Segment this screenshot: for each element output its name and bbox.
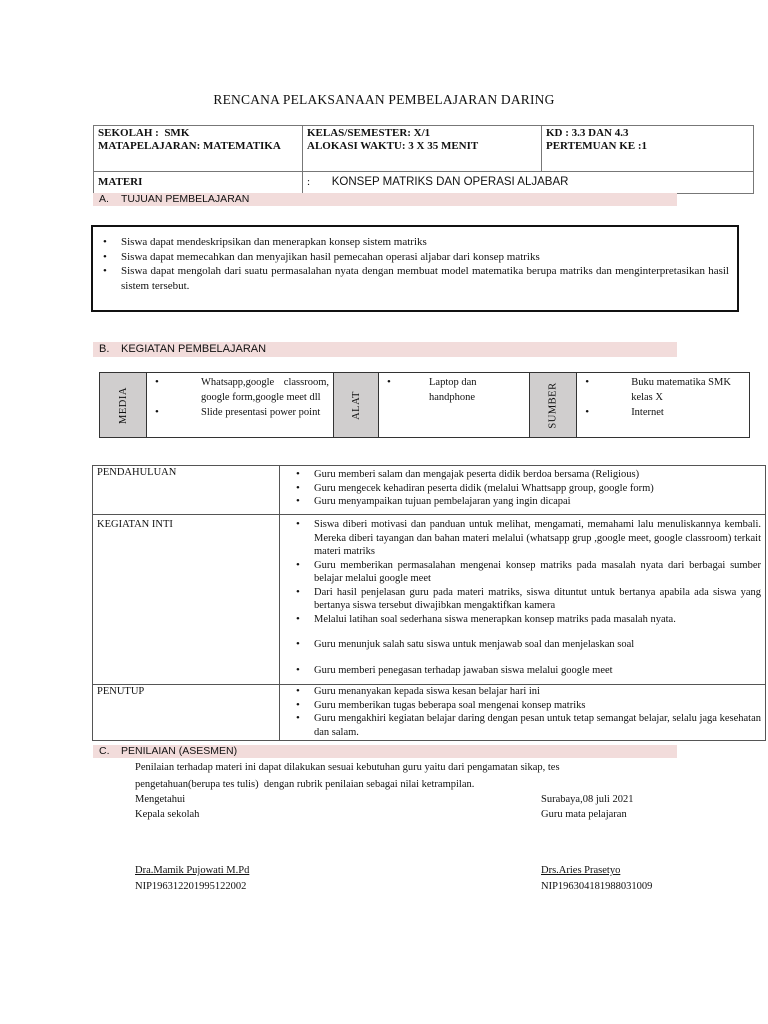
penutup-item: • Guru memberikan tugas beberapa soal mengenai konsep matriks [284, 699, 761, 713]
inti-item: • Siswa diberi motivasi dan panduan untuk melihat, mengamati, memahami lalu menuliskannya kembali. Mereka diberi tayangan dan bahan materi melalui (whatsapp grup ,google meet, google classroom) terkait materi matriks [284, 518, 761, 559]
penutup-item: • Guru mengakhiri kegiatan belajar daring dengan pesan untuk tetap semangat belajar, selalu jaga kesehatan dan salam. [284, 712, 761, 739]
school-label: SEKOLAH : SMK [98, 127, 190, 139]
subject-label: MATAPELAJARAN: MATEMATIKA [98, 140, 281, 152]
pendahuluan-item: • Guru menyampaikan tujuan pembelajaran yang ingin dicapai [284, 495, 761, 509]
media-item: • Slide presentasi power point [151, 405, 329, 420]
media-item: • Whatsapp,google classroom, google form,google meet dll [151, 375, 329, 405]
media-table [99, 372, 750, 438]
kegiatan-inti-label: KEGIATAN INTI [93, 515, 280, 685]
inti-item: • Guru menunjuk salah satu siswa untuk menjawab soal dan menjelaskan soal [284, 638, 761, 652]
header-cell-class [303, 126, 542, 172]
media-items-cell [147, 373, 334, 438]
section-b-heading [93, 342, 677, 357]
learning-objectives-box [91, 225, 739, 312]
header-cell-school [94, 126, 303, 172]
pendahuluan-item: • Guru mengecek kehadiran peserta didik (melalui Whattsapp group, google form) [284, 482, 761, 496]
document-title: RENCANA PELAKSANAAN PEMBELAJARAN DARING [213, 92, 555, 107]
header-table [93, 125, 754, 194]
place-date: Surabaya,08 juli 2021 [541, 794, 634, 805]
sumber-items-cell [577, 373, 750, 438]
inti-item: • Melalui latihan soal sederhana siswa menerapkan konsep matriks pada masalah nyata. [284, 613, 761, 627]
header-cell-kd [542, 126, 754, 172]
section-b-number: B. [99, 343, 110, 355]
pendahuluan-item: • Guru memberi salam dan mengajak peserta didik berdoa bersama (Religious) [284, 468, 761, 482]
objectives-list [99, 235, 729, 293]
section-b-title: KEGIATAN PEMBELAJARAN [121, 343, 267, 355]
objective-item: • Siswa dapat mendeskripsikan dan menerapkan konsep sistem matriks [99, 235, 729, 250]
meeting-label: PERTEMUAN KE :1 [546, 140, 648, 152]
materi-separator: : [307, 176, 311, 188]
activities-table [92, 465, 766, 741]
assessment-line-1: Penilaian terhadap materi ini dapat dilakukan sesuai kebutuhan guru yaitu dari pengamatan sikap, tes [135, 762, 560, 773]
teacher-name: Drs.Aries Prasetyo [541, 865, 621, 876]
inti-item: • Dari hasil penjelasan guru pada materi matriks, siswa dituntut untuk bertanya apabila ada siswa yang bertanya siswa tersebut diwajibkan mengaktifkan kamera [284, 586, 761, 613]
section-a-number: A. [99, 193, 109, 205]
assessment-line-2: pengetahuan(berupa tes tulis) dengan rubrik penilaian sebagai nilai ketrampilan. [135, 779, 475, 790]
section-a-heading [93, 193, 677, 206]
kd-label: KD : 3.3 DAN 4.3 [546, 127, 629, 139]
materi-label: MATERI [94, 172, 303, 194]
alat-items-cell [379, 373, 530, 438]
alat-label: ALAT [350, 390, 362, 420]
media-label-cell [100, 373, 147, 438]
alat-label-cell [334, 373, 379, 438]
pendahuluan-label: PENDAHULUAN [93, 466, 280, 515]
penutup-label: PENUTUP [93, 685, 280, 741]
pendahuluan-cell [280, 466, 766, 515]
sumber-label: SUMBER [547, 381, 559, 429]
section-a-title: TUJUAN PEMBELAJARAN [121, 193, 250, 205]
section-c-heading [93, 745, 677, 758]
section-c-title: PENILAIAN (ASESMEN) [121, 745, 238, 757]
sumber-label-cell [530, 373, 577, 438]
section-c-number: C. [99, 745, 110, 757]
sumber-item: • Internet [581, 405, 745, 420]
principal-name: Dra.Mamik Pujowati M.Pd [135, 865, 250, 876]
sumber-item: • Buku matematika SMK kelas X [581, 375, 745, 405]
time-allocation-label: ALOKASI WAKTU: 3 X 35 MENIT [307, 140, 479, 152]
acknowledged-label: Mengetahui [135, 794, 186, 805]
penutup-item: • Guru menanyakan kepada siswa kesan belajar hari ini [284, 685, 761, 699]
principal-nip: NIP196312201995122002 [135, 881, 247, 892]
class-semester-label: KELAS/SEMESTER: X/1 [307, 127, 431, 139]
materi-value: KONSEP MATRIKS DAN OPERASI ALJABAR [331, 176, 569, 188]
objective-item: • Siswa dapat mengolah dari suatu permasalahan nyata dengan membuat model matematika berupa matriks dan menginterpretasikan hasil sistem tersebut. [99, 264, 729, 293]
media-label: MEDIA [117, 386, 129, 424]
teacher-nip: NIP196304181988031009 [541, 881, 653, 892]
objective-item: • Siswa dapat memecahkan dan menyajikan hasil pemecahan operasi aljabar dari konsep matriks [99, 250, 729, 265]
principal-title: Kepala sekolah [135, 809, 200, 820]
inti-item: • Guru memberi penegasan terhadap jawaban siswa melalui google meet [284, 664, 761, 678]
kegiatan-inti-cell [280, 515, 766, 685]
teacher-title: Guru mata pelajaran [541, 809, 627, 820]
materi-value-cell [303, 172, 754, 194]
penutup-cell [280, 685, 766, 741]
alat-item: • Laptop dan handphone [383, 375, 525, 405]
inti-item: • Guru memberikan permasalahan mengenai konsep matriks pada masalah nyata dari berbagai sumber belajar melalui google meet [284, 559, 761, 586]
